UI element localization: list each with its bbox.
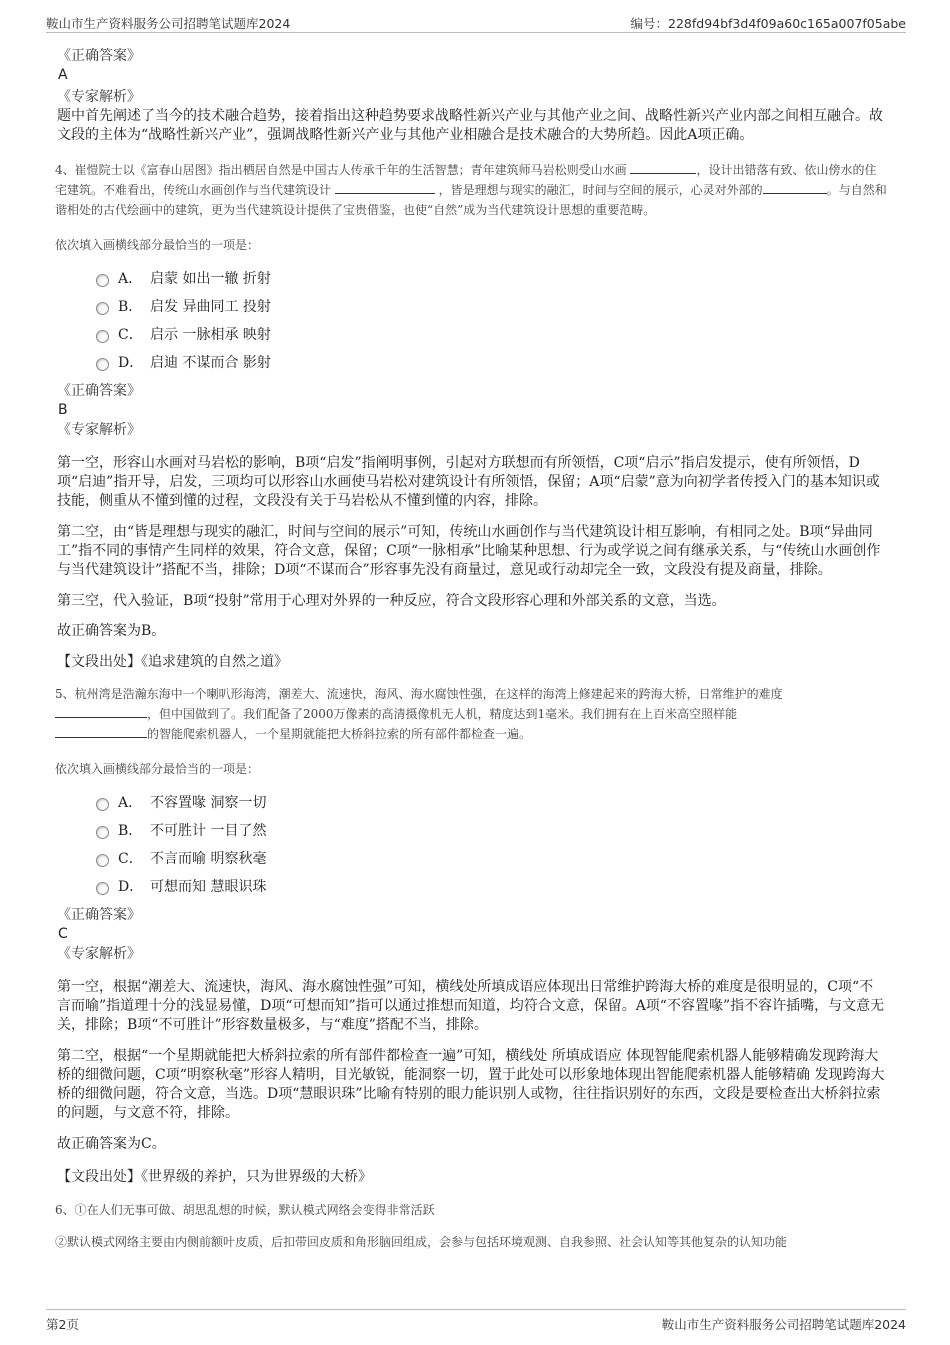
- q4-option-c[interactable]: [96, 321, 887, 349]
- q4-analysis-2: 第二空，由“皆是理想与现实的融汇，时间与空间的展示”可知，传统山水画创作与当代建筑设计相互影响，有相同之处。B项“异曲同工”指不同的事情产生同样的效果，符合文意，保留；C项“一脉相承”比喻某种思想、行为或学说之间有继承关系，与“传统山水画创作与当代建筑设计”搭配不当，排除；D项“不谋而合”形容事先没有商量过，意见或行动却完全一致，文段没有提及商量，排除。: [57, 524, 881, 578]
- q5-option-a[interactable]: [96, 789, 887, 817]
- option-letter: C．: [118, 851, 143, 867]
- q4-stem-part2: ，设计出错落有致、依山傍水的住宅建筑。不难看出，传统山水画创作与当代建筑设计: [55, 163, 877, 197]
- page-header: [46, 10, 906, 33]
- q4-option-d[interactable]: [96, 349, 887, 377]
- header-code: [630, 14, 906, 32]
- expert-analysis-label: 《专家解析》: [57, 89, 141, 105]
- q4-stem-part3: ，皆是理想与现实的融汇，时间与空间的展示，心灵对外部的: [438, 183, 763, 197]
- expert-analysis-label: 《专家解析》: [57, 946, 141, 962]
- header-code-label: 编号：: [630, 16, 668, 31]
- option-text: 可想而知 慧眼识珠: [150, 879, 267, 895]
- expert-analysis-label: 《专家解析》: [57, 422, 141, 438]
- option-text: 启蒙 如出一辙 折射: [150, 271, 271, 287]
- radio-icon[interactable]: [96, 882, 109, 895]
- header-code-value: 228fd94bf3d4f09a60c165a007f05abe: [668, 16, 906, 31]
- page-footer: [46, 1309, 906, 1334]
- q4-option-a[interactable]: [96, 265, 887, 293]
- q5-stem: [55, 684, 887, 744]
- option-letter: A．: [118, 271, 143, 287]
- q4-answer: B: [58, 402, 68, 418]
- q4-analysis-4: 故正确答案为B。: [57, 623, 166, 639]
- q5-option-b[interactable]: [96, 817, 887, 845]
- q3-answer: A: [58, 67, 68, 83]
- option-text: 不可胜计 一目了然: [150, 823, 267, 839]
- q4-stem-part4: 。与自然和谐相处的古代绘画中的建筑，更为当代建筑设计提供了宝贵借鉴，也使“自然”成为当代建筑设计思想的重要范畴。: [55, 183, 887, 217]
- q5-answer: C: [58, 926, 68, 942]
- q5-stem-part1: 5、杭州湾是浩瀚东海中一个喇叭形海湾，潮差大、流速快，海风、海水腐蚀性强，在这样的海湾上修建起来的跨海大桥，日常维护的难度: [55, 687, 783, 701]
- q4-options: [96, 265, 887, 377]
- radio-icon[interactable]: [96, 854, 109, 867]
- correct-answer-label: 《正确答案》: [57, 383, 141, 399]
- q5-blank-1[interactable]: [55, 704, 147, 718]
- option-letter: D．: [118, 879, 144, 895]
- q4-prompt: 依次填入画横线部分最恰当的一项是：: [55, 238, 260, 252]
- q5-stem-part2: ，但中国做到了。我们配备了2000万像素的高清摄像机无人机，精度达到1毫米。我们拥有在上百米高空照样能: [147, 707, 738, 721]
- option-text: 启迪 不谋而合 影射: [150, 355, 271, 371]
- q5-option-c[interactable]: [96, 845, 887, 873]
- radio-icon[interactable]: [96, 302, 109, 315]
- option-text: 不容置喙 洞察一切: [150, 795, 267, 811]
- option-text: 启示 一脉相承 映射: [150, 327, 271, 343]
- q5-analysis-2: 第二空，根据“一个星期就能把大桥斜拉索的所有部件都检查一遍”可知，横线处 所填成语应 体现智能爬索机器人能够精确发现跨海大桥的细微问题，C项“明察秋毫”形容人精明，目光敏锐，能洞察一切，置于此处可以形象地体现出智能爬索机器人能够精确 发现跨海大桥的细微问题，符合文意，当选。D项“慧眼识珠”比喻有特别的眼力能识别人或物，往往指识别好的东西，文段是要检查出大桥斜拉索的问题，与文意不符，排除。: [57, 1048, 885, 1121]
- option-letter: C．: [118, 327, 143, 343]
- main-content: [57, 46, 887, 1252]
- header-title: 鞍山市生产资料服务公司招聘笔试题库2024: [46, 16, 291, 31]
- footer-title: 鞍山市生产资料服务公司招聘笔试题库2024: [661, 1317, 906, 1332]
- q3-analysis: 题中首先阐述了当今的技术融合趋势，接着指出这种趋势要求战略性新兴产业与其他产业之间、战略性新兴产业内部之间相互融合。故文段的主体为“战略性新兴产业”，强调战略性新兴产业与其他产业相融合是技术融合的大势所趋。因此A项正确。: [57, 108, 883, 143]
- correct-answer-label: 《正确答案》: [57, 48, 141, 64]
- q4-analysis-1: 第一空，形容山水画对马岩松的影响，B项“启发”指阐明事例，引起对方联想而有所领悟，C项“启示”指启发提示，使有所领悟，D项“启迪”指开导，启发，三项均可以形容山水画使马岩松对建筑设计有所领悟，保留；A项“启蒙”意为向初学者传授入门的基本知识或技能，侧重从不懂到懂的过程，文段没有关于马岩松从不懂到懂的内容，排除。: [57, 455, 880, 509]
- q6-line-1: 6、①在人们无事可做、胡思乱想的时候，默认模式网络会变得非常活跃: [55, 1203, 435, 1217]
- q5-options: [96, 789, 887, 901]
- option-letter: A．: [118, 795, 143, 811]
- footer-page-number: 第2页: [46, 1317, 79, 1332]
- q4-analysis-3: 第三空，代入验证，B项“投射”常用于心理对外界的一种反应，符合文段形容心理和外部关系的文意，当选。: [57, 593, 726, 609]
- option-letter: D．: [118, 355, 144, 371]
- q4-stem: [55, 160, 887, 220]
- correct-answer-label: 《正确答案》: [57, 907, 141, 923]
- option-letter: B．: [118, 299, 143, 315]
- q5-stem-part3: 的智能爬索机器人，一个星期就能把大桥斜拉索的所有部件都检查一遍。: [147, 727, 532, 741]
- q5-blank-2[interactable]: [55, 724, 147, 738]
- q5-source: 【文段出处】《世界级的养护，只为世界级的大桥》: [57, 1169, 372, 1185]
- option-letter: B．: [118, 823, 143, 839]
- q5-option-d[interactable]: [96, 873, 887, 901]
- q5-analysis-3: 故正确答案为C。: [57, 1136, 166, 1152]
- radio-icon[interactable]: [96, 798, 109, 811]
- radio-icon[interactable]: [96, 826, 109, 839]
- q4-blank-1[interactable]: [630, 160, 696, 174]
- q5-prompt: 依次填入画横线部分最恰当的一项是：: [55, 762, 260, 776]
- q6-line-2: ②默认模式网络主要由内侧前额叶皮质，后扣带回皮质和角形脑回组成，会参与包括环境观测、自我参照、社会认知等其他复杂的认知功能: [55, 1235, 788, 1249]
- radio-icon[interactable]: [96, 358, 109, 371]
- radio-icon[interactable]: [96, 274, 109, 287]
- q4-blank-3[interactable]: [763, 180, 827, 194]
- q5-analysis-1: 第一空，根据“潮差大、流速快，海风、海水腐蚀性强”可知，横线处所填成语应体现出日常维护跨海大桥的难度是很明显的，C项“不言而喻”指道理十分的浅显易懂，D项“可想而知”指可以通过推想而知道，均符合文意，保留。A项“不容置喙”指不容许插嘴，与文意无关，排除；B项“不可胜计”形容数量极多，与“难度”搭配不当，排除。: [57, 979, 885, 1033]
- q4-stem-part1: 4、崔愷院士以《富春山居图》指出栖居自然是中国古人传承千年的生活智慧；青年建筑师马岩松则受山水画: [55, 163, 627, 177]
- q4-option-b[interactable]: [96, 293, 887, 321]
- q4-source: 【文段出处】《追求建筑的自然之道》: [57, 654, 288, 670]
- q4-blank-2[interactable]: [335, 180, 435, 194]
- option-text: 启发 异曲同工 投射: [150, 299, 271, 315]
- option-text: 不言而喻 明察秋毫: [150, 851, 267, 867]
- radio-icon[interactable]: [96, 330, 109, 343]
